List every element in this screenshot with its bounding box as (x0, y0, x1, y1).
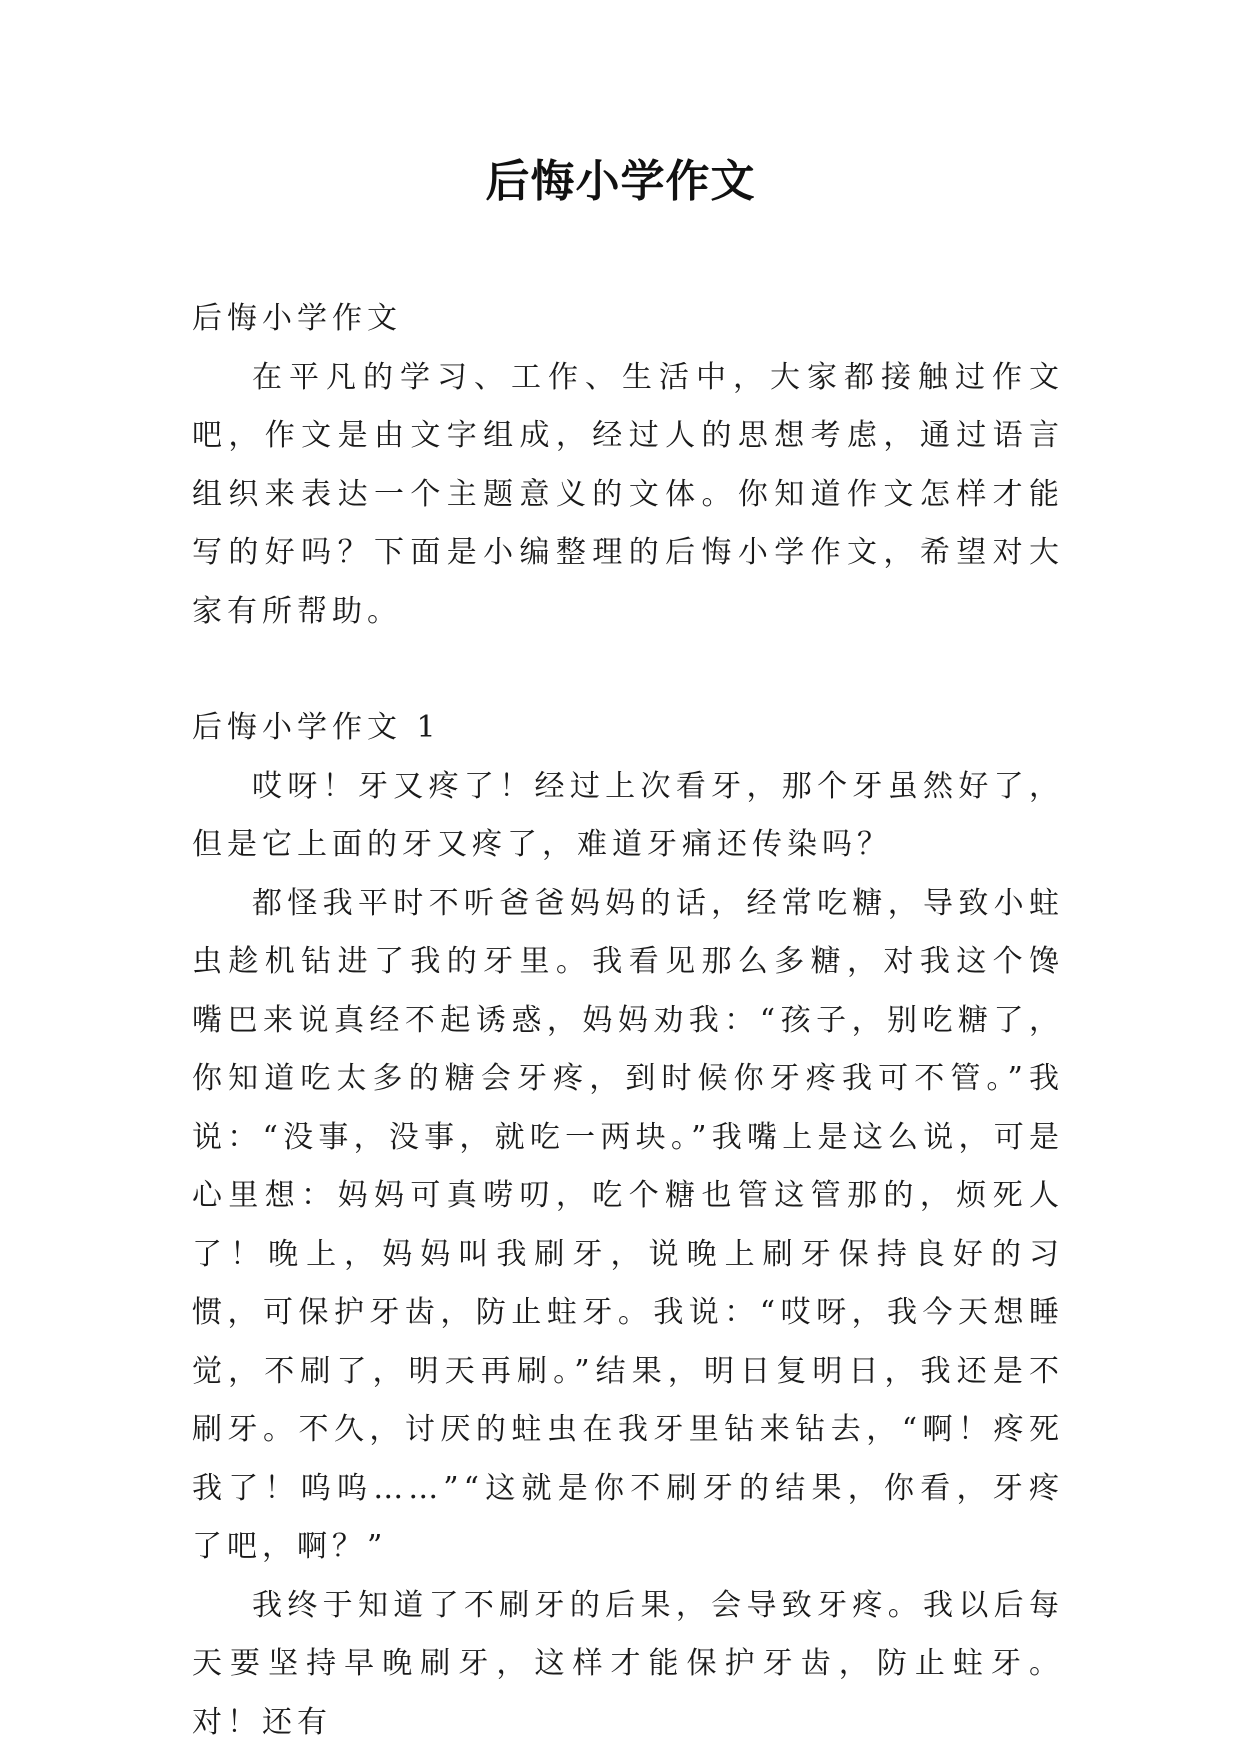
essay1-paragraph: 我终于知道了不刷牙的后果，会导致牙疼。我以后每天要坚持早晚刷牙，这样才能保护牙齿，防止蛀牙。对！还有 (192, 1587, 1064, 1740)
document-body (192, 290, 1064, 1752)
essay1-paragraph: 都怪我平时不听爸爸妈妈的话，经常吃糖，导致小蛀虫趁机钻进了我的牙里。我看见那么多糖，对我这个馋嘴巴来说真经不起诱惑，妈妈劝我：“孩子，别吃糖了，你知道吃太多的糖会牙疼，到时候你牙疼我可不管。”我说：“没事，没事，就吃一两块。”我嘴上是这么说，可是心里想：妈妈可真唠叨，吃个糖也管这管那的，烦死人了！晚上，妈妈叫我刷牙，说晚上刷牙保持良好的习惯，可保护牙齿，防止蛀牙。我说：“哎呀，我今天想睡觉，不刷了，明天再刷。”结果，明日复明日，我还是不刷牙。不久，讨厌的蛀虫在我牙里钻来钻去，“啊！疼死我了！呜呜……”“这就是你不刷牙的结果，你看，牙疼了吧，啊？” (192, 885, 1064, 1564)
document-title: 后悔小学作文 (485, 156, 756, 207)
intro-paragraph: 在平凡的学习、工作、生活中，大家都接触过作文吧，作文是由文字组成，经过人的思想考虑，通过语言组织来表达一个主题意义的文体。你知道作文怎样才能写的好吗？下面是小编整理的后悔小学作文，希望对大家有所帮助。 (192, 359, 1064, 629)
essay1-heading: 后悔小学作文 1 (192, 710, 441, 745)
section-spacer (192, 641, 1064, 699)
essay1-paragraph: 哎呀！牙又疼了！经过上次看牙，那个牙虽然好了，但是它上面的牙又疼了，难道牙痛还传染吗？ (192, 768, 1064, 862)
intro-heading: 后悔小学作文 (192, 301, 402, 336)
